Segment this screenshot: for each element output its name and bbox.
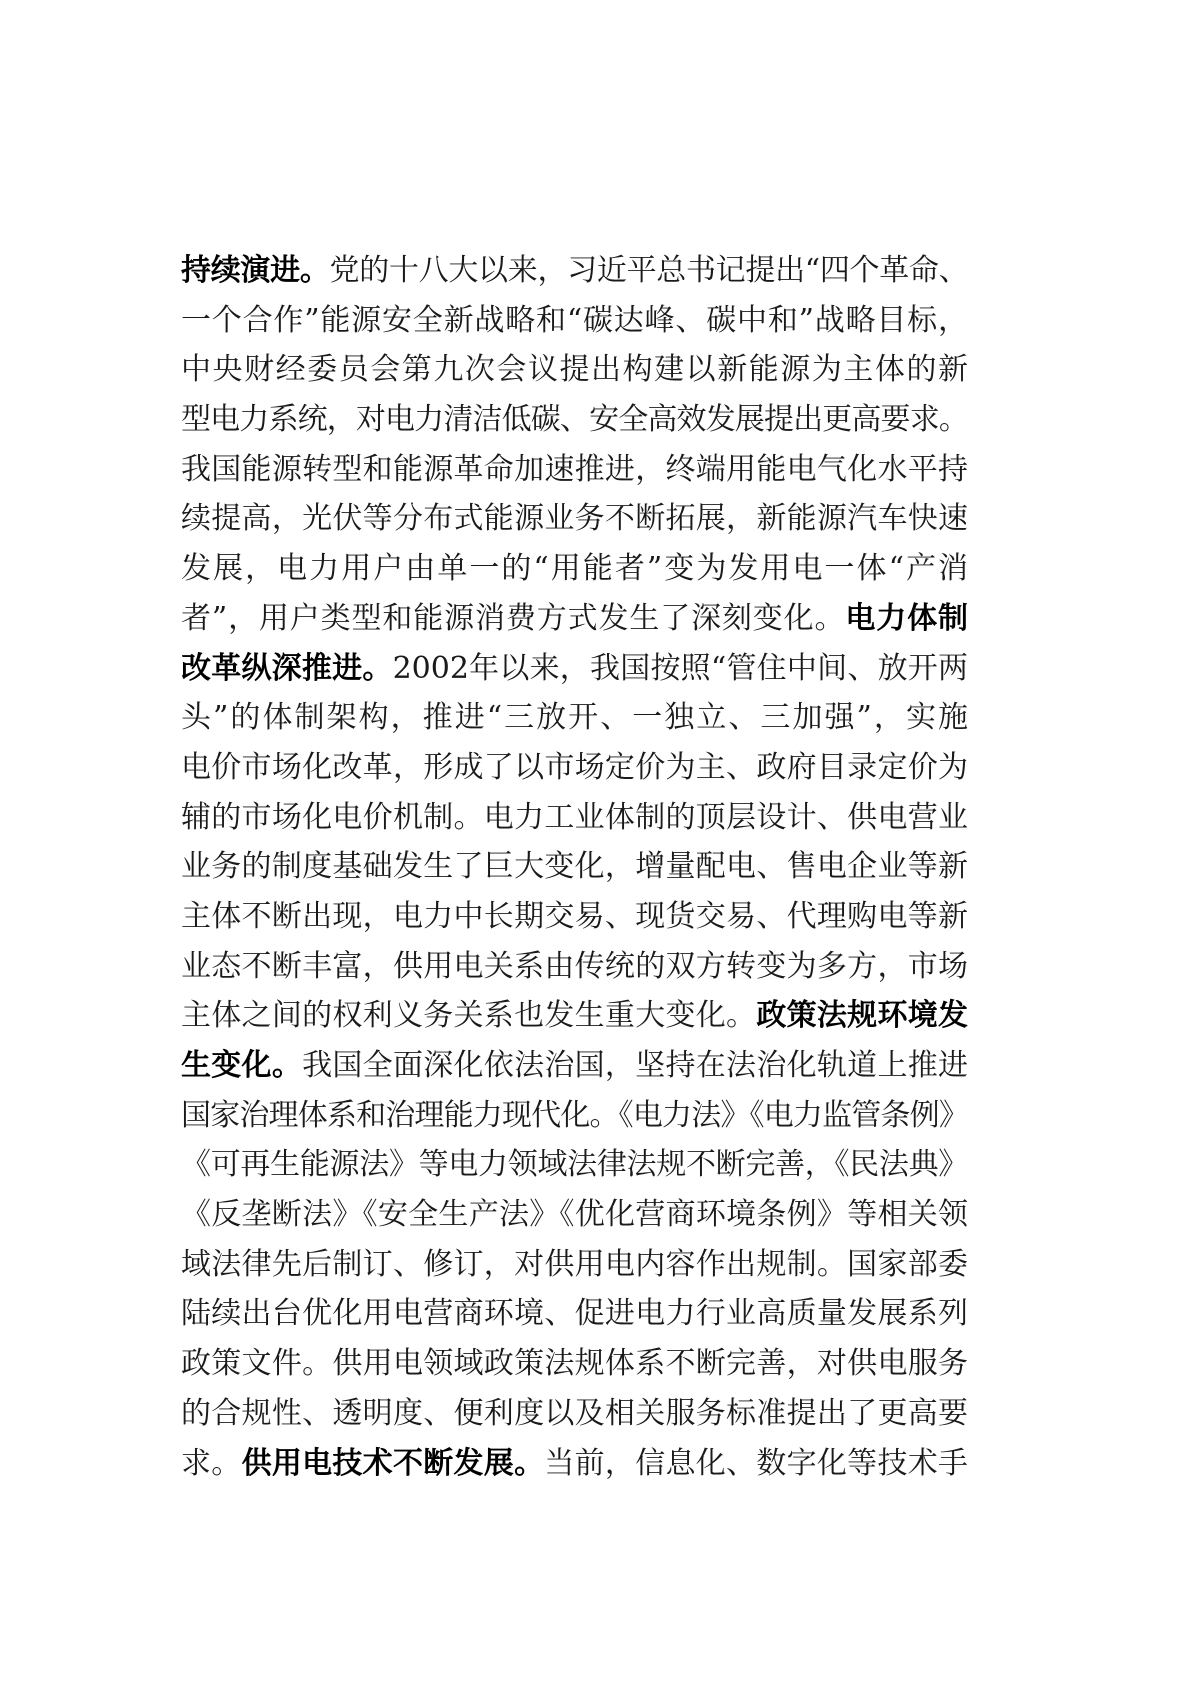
text-run: 党的十八大以来，习近平总书记提出“四个革命、 bbox=[329, 253, 969, 288]
bold-heading-run: 供用电技术不断发展。 bbox=[241, 1445, 545, 1481]
text-line bbox=[181, 594, 968, 644]
text-run: 型电力系统，对电力清洁低碳、安全高效发展提出更高要求。 bbox=[181, 402, 968, 438]
text-line bbox=[181, 445, 968, 495]
body-paragraph bbox=[181, 246, 968, 1488]
text-line bbox=[181, 395, 968, 445]
text-line bbox=[181, 991, 968, 1041]
text-run: 业态不断丰富，供用电关系由传统的双方转变为多方，市场 bbox=[181, 948, 968, 984]
text-run: 域法律先后制订、修订，对供用电内容作出规制。国家部委 bbox=[181, 1246, 968, 1282]
text-line bbox=[181, 494, 968, 544]
text-run: 我国能源转型和能源革命加速推进，终端用能电气化水平持 bbox=[181, 451, 968, 487]
text-line bbox=[181, 743, 968, 793]
text-run: 求。 bbox=[181, 1445, 242, 1481]
text-run: 业务的制度基础发生了巨大变化，增量配电、售电企业等新 bbox=[181, 849, 968, 885]
text-run: 政策文件。供用电领域政策法规体系不断完善，对供电服务 bbox=[181, 1346, 968, 1382]
text-line bbox=[181, 693, 968, 743]
text-run: 头”的体制架构，推进“三放开、一独立、三加强”，实施 bbox=[181, 700, 968, 736]
text-run: 《反垄断法》《安全生产法》《优化营商环境条例》等相关领 bbox=[181, 1197, 968, 1233]
text-run: 一个合作”能源安全新战略和“碳达峰、碳中和”战略目标， bbox=[181, 302, 968, 338]
text-run: 陆续出台优化用电营商环境、促进电力行业高质量发展系列 bbox=[181, 1296, 968, 1332]
text-line bbox=[181, 345, 968, 395]
text-run: 者”，用户类型和能源消费方式发生了深刻变化。 bbox=[181, 600, 846, 636]
bold-heading-run: 生变化。 bbox=[181, 1048, 303, 1083]
text-line bbox=[181, 892, 968, 942]
text-run: 国家治理体系和治理能力现代化。《电力法》《电力监管条例》 bbox=[181, 1097, 968, 1133]
text-line bbox=[181, 246, 968, 296]
text-line bbox=[181, 644, 968, 694]
text-line bbox=[181, 1091, 968, 1141]
text-line bbox=[181, 842, 968, 892]
text-line bbox=[181, 942, 968, 992]
text-line bbox=[181, 793, 968, 843]
text-run: 主体不断出现，电力中长期交易、现货交易、代理购电等新 bbox=[181, 898, 968, 934]
text-run: 发展，电力用户由单一的“用能者”变为发用电一体“产消 bbox=[181, 551, 968, 587]
text-line bbox=[181, 1389, 968, 1439]
text-run: 我国全面深化依法治国，坚持在法治化轨道上推进 bbox=[302, 1048, 969, 1083]
bold-heading-run: 政策法规环境发 bbox=[756, 998, 969, 1034]
text-line bbox=[181, 1140, 968, 1190]
text-run: 电价市场化改革，形成了以市场定价为主、政府目录定价为 bbox=[181, 749, 968, 785]
text-run: 辅的市场化电价机制。电力工业体制的顶层设计、供电营业 bbox=[181, 799, 968, 835]
text-line bbox=[181, 1041, 968, 1091]
text-line bbox=[181, 1439, 968, 1489]
text-run: 当前，信息化、数字化等技术手 bbox=[544, 1445, 969, 1481]
text-line bbox=[181, 1240, 968, 1290]
text-run: 中央财经委员会第九次会议提出构建以新能源为主体的新 bbox=[181, 352, 968, 388]
bold-heading-run: 持续演进。 bbox=[181, 253, 330, 288]
text-line bbox=[181, 1339, 968, 1389]
text-run: 主体之间的权利义务关系也发生重大变化。 bbox=[181, 998, 757, 1034]
text-run: 的合规性、透明度、便利度以及相关服务标准提出了更高要 bbox=[181, 1395, 968, 1431]
bold-heading-run: 改革纵深推进。 bbox=[181, 650, 393, 686]
text-line bbox=[181, 1289, 968, 1339]
text-line bbox=[181, 296, 968, 346]
text-run: 2002年以来，我国按照“管住中间、放开两 bbox=[392, 650, 969, 686]
text-line bbox=[181, 1190, 968, 1240]
text-line bbox=[181, 544, 968, 594]
text-run: 续提高，光伏等分布式能源业务不断拓展，新能源汽车快速 bbox=[181, 501, 968, 537]
text-run: 《可再生能源法》等电力领域法律法规不断完善，《民法典》 bbox=[181, 1147, 968, 1183]
bold-heading-run: 电力体制 bbox=[845, 600, 969, 636]
